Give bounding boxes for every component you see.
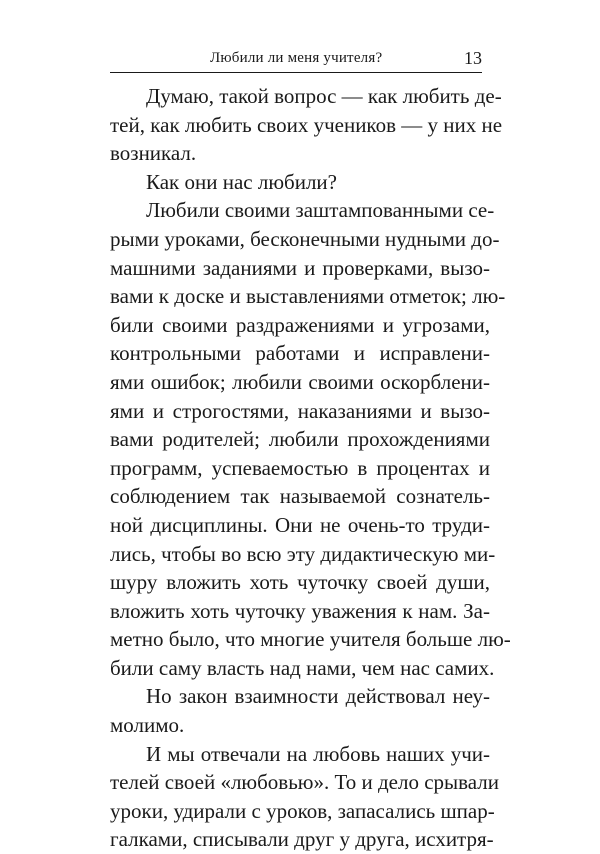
text-line: галками, списывали друг у друга, исхитря-	[110, 827, 494, 852]
text-line: били своими раздражениями и угрозами,	[110, 312, 490, 337]
text-line: ями и строгостями, наказаниями и вызо-	[110, 398, 490, 423]
running-head-title: Любили ли меня учителя?	[210, 50, 383, 66]
text-line: лись, чтобы во всю эту дидактическую ми-	[110, 541, 496, 566]
text-line: программ, успеваемостью в процентах и	[110, 455, 490, 480]
text-line: шуру вложить хоть чуточку своей души,	[110, 570, 490, 595]
text-line: молимо.	[110, 713, 185, 738]
text-line: ями ошибок; любили своими оскорблени-	[110, 369, 490, 394]
text-line: метно было, что многие учителя больше лю-	[110, 627, 511, 652]
text-line: Но закон взаимности действовал неу-	[146, 684, 490, 709]
text-line: тей, как любить своих учеников — у них не	[110, 112, 503, 137]
text-line: соблюдением так называемой сознатель-	[110, 484, 490, 509]
text-line: контрольными работами и исправлени-	[110, 341, 490, 366]
text-line: телей своей «любовью». То и дело срывали	[110, 770, 499, 795]
text-line: Любили своими заштампованными се-	[146, 198, 495, 223]
text-line: И мы отвечали на любовь наших учи-	[146, 741, 490, 766]
text-line: возникал.	[110, 141, 197, 166]
running-head	[110, 48, 482, 72]
page-number: 13	[464, 48, 482, 68]
text-line: вложить хоть чуточку уважения к нам. За-	[110, 598, 490, 623]
text-line: уроки, удирали с уроков, запасались шпар-	[110, 798, 495, 823]
text-line: вами к доске и выставлениями отметок; лю-	[110, 284, 506, 309]
text-line: ной дисциплины. Они не очень-то труди-	[110, 512, 490, 537]
body-text	[110, 82, 511, 854]
text-line: Думаю, такой вопрос — как любить де-	[146, 84, 502, 108]
header-rule	[110, 72, 482, 73]
text-line: машними заданиями и проверками, вызо-	[110, 255, 490, 280]
text-line: били саму власть над нами, чем нас самих.	[110, 655, 495, 680]
text-line: Как они нас любили?	[146, 169, 337, 194]
text-line: рыми уроками, бесконечными нудными до-	[110, 226, 500, 251]
text-line: вами родителей; любили прохождениями	[110, 427, 490, 452]
